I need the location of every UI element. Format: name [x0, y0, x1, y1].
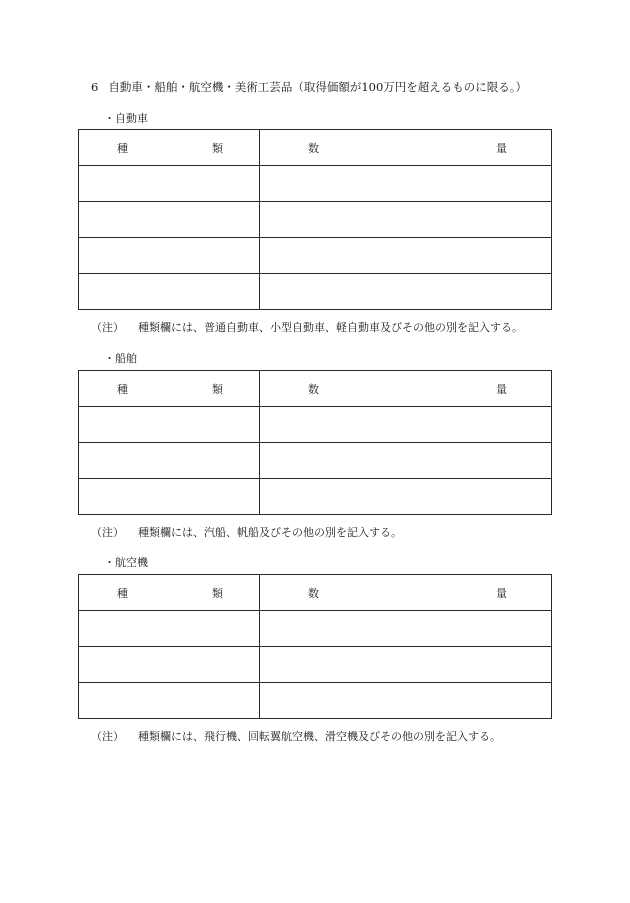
- table-row: [79, 479, 552, 515]
- header-qty-char-1: 数: [308, 586, 319, 600]
- section-number: 6: [91, 80, 99, 94]
- quantity-cell[interactable]: [260, 407, 552, 443]
- header-kind: [79, 130, 260, 166]
- table-row: [79, 202, 552, 238]
- table-row: [79, 683, 552, 719]
- subheading-aircraft: ・航空機: [104, 556, 148, 569]
- quantity-cell[interactable]: [260, 479, 552, 515]
- kind-cell[interactable]: [79, 647, 260, 683]
- table-header-row: [79, 130, 552, 166]
- quantity-cell[interactable]: [260, 238, 552, 274]
- table-row: [79, 166, 552, 202]
- header-kind-char-2: 類: [212, 382, 223, 396]
- header-qty-char-2: 量: [496, 382, 507, 396]
- kind-cell[interactable]: [79, 166, 260, 202]
- kind-cell[interactable]: [79, 407, 260, 443]
- quantity-cell[interactable]: [260, 611, 552, 647]
- table-row: [79, 407, 552, 443]
- header-kind: [79, 371, 260, 407]
- note-aircraft: [91, 728, 501, 744]
- subheading-automobile: ・自動車: [104, 112, 148, 125]
- header-kind: [79, 575, 260, 611]
- table-aircraft: [78, 574, 552, 719]
- table-vessel: [78, 370, 552, 515]
- table-row: [79, 274, 552, 310]
- header-qty-char-2: 量: [496, 586, 507, 600]
- quantity-cell[interactable]: [260, 202, 552, 238]
- quantity-cell[interactable]: [260, 274, 552, 310]
- header-kind-char-1: 種: [117, 141, 128, 155]
- quantity-cell[interactable]: [260, 647, 552, 683]
- quantity-cell[interactable]: [260, 683, 552, 719]
- note-mark: （注）: [91, 321, 124, 334]
- header-quantity: [260, 575, 552, 611]
- header-quantity: [260, 130, 552, 166]
- section-title: 自動車・船舶・航空機・美術工芸品（取得価額が100万円を超えるものに限る。）: [108, 80, 528, 94]
- kind-cell[interactable]: [79, 683, 260, 719]
- header-qty-char-1: 数: [308, 141, 319, 155]
- table-row: [79, 443, 552, 479]
- note-mark: （注）: [91, 526, 124, 539]
- header-kind-char-1: 種: [117, 382, 128, 396]
- note-text: 種類欄には、普通自動車、小型自動車、軽自動車及びその他の別を記入する。: [138, 321, 523, 334]
- header-kind-char-2: 類: [212, 141, 223, 155]
- quantity-cell[interactable]: [260, 443, 552, 479]
- header-qty-char-1: 数: [308, 382, 319, 396]
- note-mark: （注）: [91, 730, 124, 743]
- kind-cell[interactable]: [79, 479, 260, 515]
- section-heading: [91, 79, 527, 95]
- note-text: 種類欄には、飛行機、回転翼航空機、滑空機及びその他の別を記入する。: [138, 730, 501, 743]
- kind-cell[interactable]: [79, 611, 260, 647]
- header-kind-char-2: 類: [212, 586, 223, 600]
- note-automobile: [91, 319, 523, 335]
- kind-cell[interactable]: [79, 443, 260, 479]
- kind-cell[interactable]: [79, 202, 260, 238]
- note-text: 種類欄には、汽船、帆船及びその他の別を記入する。: [138, 526, 402, 539]
- note-vessel: [91, 524, 402, 540]
- subheading-vessel: ・船舶: [104, 352, 137, 365]
- header-qty-char-2: 量: [496, 141, 507, 155]
- table-row: [79, 647, 552, 683]
- table-header-row: [79, 575, 552, 611]
- table-row: [79, 611, 552, 647]
- kind-cell[interactable]: [79, 238, 260, 274]
- table-row: [79, 238, 552, 274]
- header-quantity: [260, 371, 552, 407]
- header-kind-char-1: 種: [117, 586, 128, 600]
- quantity-cell[interactable]: [260, 166, 552, 202]
- table-header-row: [79, 371, 552, 407]
- kind-cell[interactable]: [79, 274, 260, 310]
- table-automobile: [78, 129, 552, 310]
